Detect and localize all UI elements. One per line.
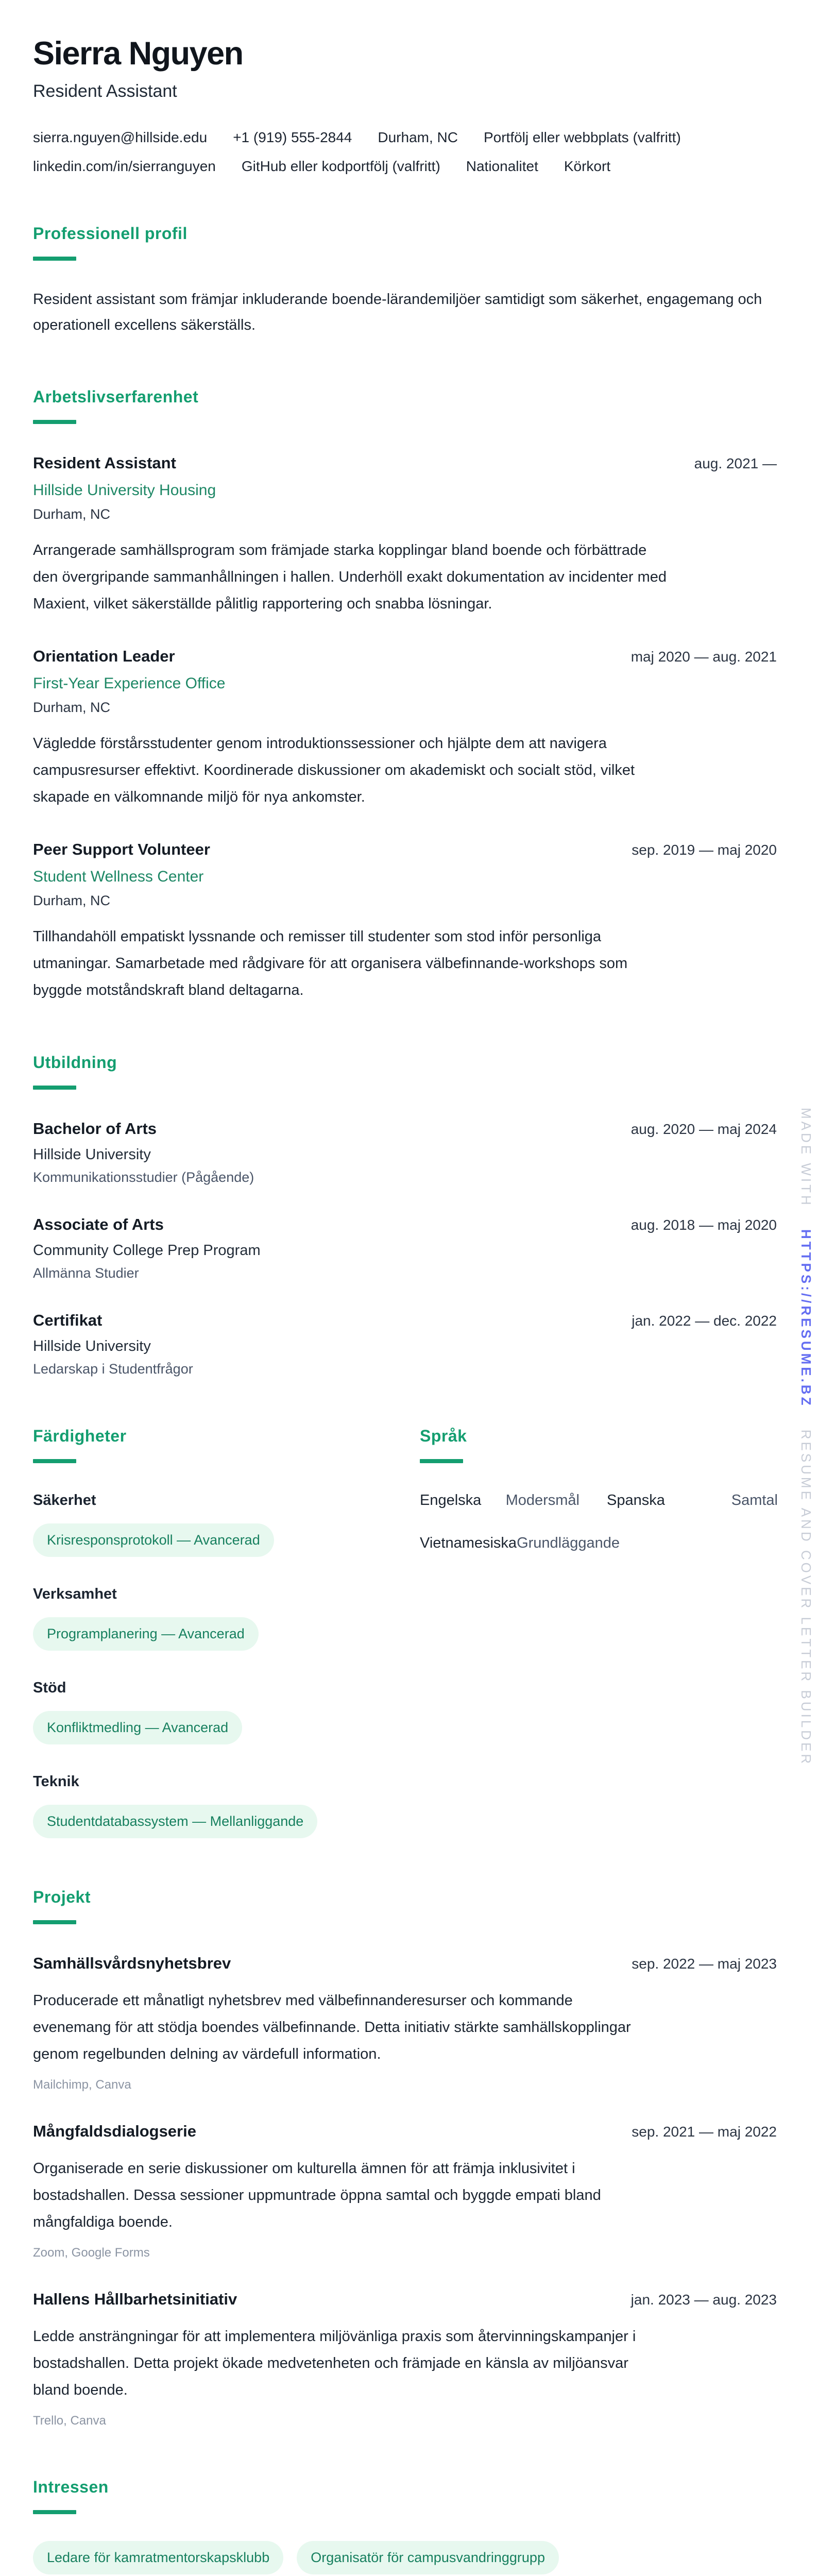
job-description: Vägledde förstårsstudenter genom introduktionssessioner och hjälpte dem att navigera campusresurser effektivt. Koordinerade diskussioner om akademiskt och socialt stöd, vilket skapade en välkomnande miljö för nya ankomster. bbox=[33, 735, 635, 806]
language-level: Grundläggande bbox=[517, 1535, 620, 1552]
language-item bbox=[420, 1492, 580, 1509]
contact-nationality-placeholder: Nationalitet bbox=[466, 158, 538, 175]
job-date: sep. 2019 — maj 2020 bbox=[632, 842, 777, 858]
project-header-row bbox=[33, 1954, 777, 1973]
job-date: maj 2020 — aug. 2021 bbox=[630, 649, 777, 665]
project-date: sep. 2022 — maj 2023 bbox=[632, 1956, 777, 1972]
section-underline bbox=[33, 1920, 76, 1924]
education-header-row bbox=[33, 1215, 777, 1234]
job-header-row bbox=[33, 647, 777, 666]
project-name: Mångfaldsdialogserie bbox=[33, 2122, 196, 2141]
skill-group bbox=[33, 1492, 394, 1557]
contact-row-1 bbox=[33, 129, 777, 146]
language-level: Samtal bbox=[731, 1492, 778, 1509]
section-underline bbox=[33, 1459, 76, 1463]
section-heading-skills: Färdigheter bbox=[33, 1427, 127, 1446]
interest-pill-row bbox=[33, 2541, 777, 2576]
builder-label: RESUME AND COVER LETTER BUILDER bbox=[798, 1429, 814, 1767]
project-tools: Trello, Canva bbox=[33, 2414, 106, 2428]
skill-pill: Programplanering — Avancerad bbox=[33, 1617, 259, 1651]
job-description: Tillhandahöll empatiskt lyssnande och remisser till studenter som stod inför personliga utmaningar. Samarbetade med rådgivare för att organisera välbefinnande-workshops som byggde motståndskraft bland deltagarna. bbox=[33, 928, 628, 999]
section-profile bbox=[33, 224, 777, 338]
job-entry bbox=[33, 840, 777, 1004]
made-with-label: MADE WITH bbox=[798, 1108, 814, 1208]
job-title: Peer Support Volunteer bbox=[33, 840, 210, 859]
contact-portfolio-placeholder: Portfölj eller webbplats (valfritt) bbox=[483, 129, 681, 146]
education-header-row bbox=[33, 1120, 777, 1138]
job-description: Arrangerade samhällsprogram som främjade starka kopplingar bland boende och förbättrade den övergripande sammanhållningen i hallen. Underhöll exakt dokumentation av incidenter med Maxient, vilket säkerställde pålitlig rapportering och snabba lösningar. bbox=[33, 542, 667, 613]
job-title: Orientation Leader bbox=[33, 647, 175, 666]
education-institution: Hillside University bbox=[33, 1338, 151, 1355]
skill-group bbox=[33, 1680, 394, 1744]
skill-pill: Krisresponsprotokoll — Avancerad bbox=[33, 1523, 274, 1557]
contact-github-placeholder: GitHub eller kodportfölj (valfritt) bbox=[241, 158, 440, 175]
education-field: Kommunikationsstudier (Pågående) bbox=[33, 1170, 254, 1185]
interest-pill: Ledare för kamratmentorskapsklubb bbox=[33, 2541, 283, 2574]
language-item bbox=[420, 1535, 620, 1552]
project-entry bbox=[33, 1954, 777, 2092]
project-name: Samhällsvårdsnyhetsbrev bbox=[33, 1954, 231, 1973]
watermark-vertical bbox=[799, 1108, 813, 1766]
project-tools: Mailchimp, Canva bbox=[33, 2078, 131, 2092]
section-underline bbox=[420, 1459, 463, 1463]
section-heading-projects: Projekt bbox=[33, 1888, 91, 1907]
section-experience bbox=[33, 387, 777, 1004]
education-entry bbox=[33, 1120, 777, 1185]
project-header-row bbox=[33, 2122, 777, 2141]
job-entry bbox=[33, 454, 777, 617]
job-location: Durham, NC bbox=[33, 893, 111, 909]
job-header-row bbox=[33, 454, 777, 472]
education-date: aug. 2020 — maj 2024 bbox=[630, 1121, 777, 1138]
education-field: Ledarskap i Studentfrågor bbox=[33, 1361, 193, 1377]
education-institution: Hillside University bbox=[33, 1146, 151, 1163]
contact-block bbox=[33, 129, 777, 175]
skill-pill: Konfliktmedling — Avancerad bbox=[33, 1711, 242, 1744]
education-degree: Bachelor of Arts bbox=[33, 1120, 157, 1138]
candidate-title: Resident Assistant bbox=[33, 81, 177, 101]
section-underline bbox=[33, 257, 76, 261]
section-languages bbox=[420, 1427, 778, 1838]
education-entry bbox=[33, 1215, 777, 1281]
job-company: Hillside University Housing bbox=[33, 482, 216, 499]
skill-category: Teknik bbox=[33, 1773, 79, 1790]
project-date: jan. 2023 — aug. 2023 bbox=[630, 2292, 777, 2308]
section-interests bbox=[33, 2478, 777, 2576]
education-date: aug. 2018 — maj 2020 bbox=[630, 1217, 777, 1233]
resume-header bbox=[33, 36, 777, 175]
section-skills bbox=[33, 1427, 394, 1838]
language-name: Vietnamesiska bbox=[420, 1535, 517, 1552]
contact-row-2 bbox=[33, 158, 777, 175]
project-entry bbox=[33, 2122, 777, 2260]
job-header-row bbox=[33, 840, 777, 859]
project-name: Hallens Hållbarhetsinitiativ bbox=[33, 2290, 237, 2309]
language-name: Spanska bbox=[607, 1492, 665, 1509]
candidate-name: Sierra Nguyen bbox=[33, 36, 243, 72]
job-company: Student Wellness Center bbox=[33, 868, 204, 886]
project-description: Producerade ett månatligt nyhetsbrev med välbefinnanderesurser och kommande evenemang för att stödja boendes välbefinnande. Detta initiativ stärkte samhällskopplingar genom regelbunden delning av värdefull information. bbox=[33, 1992, 631, 2063]
job-entry bbox=[33, 647, 777, 810]
education-date: jan. 2022 — dec. 2022 bbox=[632, 1313, 777, 1329]
contact-linkedin[interactable]: linkedin.com/in/sierranguyen bbox=[33, 158, 216, 175]
education-entry bbox=[33, 1311, 777, 1377]
section-projects bbox=[33, 1888, 777, 2428]
skill-group bbox=[33, 1586, 394, 1651]
contact-phone: +1 (919) 555-2844 bbox=[233, 129, 352, 146]
profile-summary: Resident assistant som främjar inkluderande boende-lärandemiljöer samtidigt som säkerhet, engagemang och operationell excellens säkerställs. bbox=[33, 291, 762, 334]
section-underline bbox=[33, 2510, 76, 2514]
language-level: Modersmål bbox=[505, 1492, 580, 1509]
skills-languages-columns bbox=[33, 1427, 777, 1838]
contact-email[interactable]: sierra.nguyen@hillside.edu bbox=[33, 129, 208, 146]
section-heading-interests: Intressen bbox=[33, 2478, 109, 2497]
project-date: sep. 2021 — maj 2022 bbox=[632, 2124, 777, 2140]
job-title: Resident Assistant bbox=[33, 454, 176, 472]
education-institution: Community College Prep Program bbox=[33, 1242, 261, 1259]
section-heading-languages: Språk bbox=[420, 1427, 467, 1446]
language-name: Engelska bbox=[420, 1492, 482, 1509]
project-description: Ledde ansträngningar för att implementera miljövänliga praxis som återvinningskampanjer i bostadshallen. Detta projekt ökade medvetenheten och främjade en känsla av miljöansvar bland boende. bbox=[33, 2328, 636, 2399]
education-header-row bbox=[33, 1311, 777, 1330]
contact-location: Durham, NC bbox=[378, 129, 458, 146]
resume-bz-link[interactable]: HTTPS://RESUME.BZ bbox=[798, 1229, 814, 1408]
project-header-row bbox=[33, 2290, 777, 2309]
section-heading-profile: Professionell profil bbox=[33, 224, 188, 243]
skill-category: Stöd bbox=[33, 1680, 66, 1697]
project-tools: Zoom, Google Forms bbox=[33, 2246, 150, 2260]
section-heading-experience: Arbetslivserfarenhet bbox=[33, 387, 199, 406]
section-education bbox=[33, 1053, 777, 1377]
job-date: aug. 2021 — bbox=[694, 455, 777, 472]
contact-license-placeholder: Körkort bbox=[564, 158, 611, 175]
education-field: Allmänna Studier bbox=[33, 1265, 139, 1281]
job-company: First-Year Experience Office bbox=[33, 675, 226, 692]
interest-pill: Organisatör för campusvandringgrupp bbox=[297, 2541, 559, 2574]
job-location: Durham, NC bbox=[33, 506, 111, 522]
education-degree: Certifikat bbox=[33, 1311, 103, 1330]
language-grid bbox=[420, 1492, 778, 1552]
project-description: Organiserade en serie diskussioner om kulturella ämnen för att främja inklusivitet i bostadshallen. Dessa sessioner uppmuntrade öppna samtal och byggde empati bland mångfaldiga boende. bbox=[33, 2160, 601, 2231]
project-entry bbox=[33, 2290, 777, 2428]
skill-category: Verksamhet bbox=[33, 1586, 117, 1603]
job-location: Durham, NC bbox=[33, 700, 111, 716]
skill-category: Säkerhet bbox=[33, 1492, 96, 1509]
skill-group bbox=[33, 1773, 394, 1838]
skill-pill: Studentdatabassystem — Mellanliggande bbox=[33, 1805, 317, 1838]
section-heading-education: Utbildning bbox=[33, 1053, 117, 1072]
language-item bbox=[607, 1492, 778, 1509]
section-underline bbox=[33, 420, 76, 424]
education-degree: Associate of Arts bbox=[33, 1215, 164, 1234]
section-underline bbox=[33, 1086, 76, 1090]
